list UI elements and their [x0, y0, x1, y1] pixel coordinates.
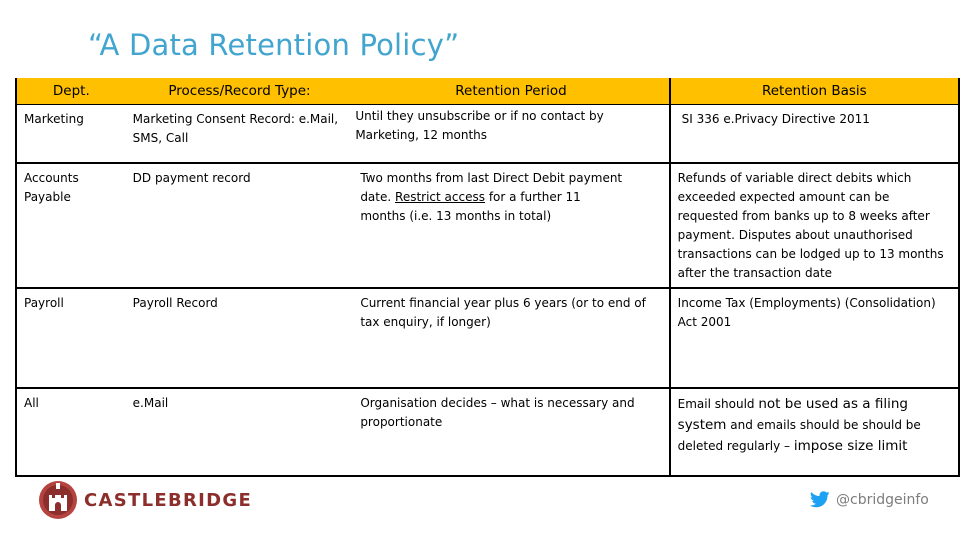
- period-text-a: Two months from last Direct Debit payment date.: [360, 171, 623, 204]
- cell-text: Marketing Consent Record: e.Mail, SMS, Call: [132, 112, 339, 145]
- basis-emphasis-2: impose size limit: [793, 438, 908, 454]
- castle-icon: [38, 480, 78, 520]
- table-header-row: [16, 78, 959, 105]
- cell-period: Current financial year plus 6 years (or to end of tax enquiry, if longer): [353, 288, 669, 388]
- page-title: “A Data Retention Policy”: [88, 28, 460, 62]
- cell-record: DD payment record: [126, 163, 354, 288]
- cell-period: Organisation decides – what is necessary and proportionate: [353, 388, 669, 476]
- header-record-type: Process/Record Type:: [126, 78, 354, 105]
- cell-dept: All: [16, 388, 126, 476]
- cell-basis: [670, 105, 959, 164]
- castlebridge-logo: [38, 480, 252, 520]
- twitter-bird-icon: [810, 491, 830, 508]
- header-retention-basis: Retention Basis: [670, 78, 959, 105]
- cell-dept: Accounts Payable: [16, 163, 126, 288]
- cell-record: e.Mail: [126, 388, 354, 476]
- cell-record: Payroll Record: [126, 288, 354, 388]
- cell-record: [126, 105, 354, 164]
- cell-dept: Payroll: [16, 288, 126, 388]
- cell-basis: [670, 388, 959, 476]
- table-row: [16, 288, 959, 388]
- table-row: [16, 163, 959, 288]
- retention-table: [15, 78, 960, 477]
- basis-text-2: and emails should be should be deleted regularly –: [677, 418, 921, 453]
- twitter-handle-block[interactable]: [810, 491, 929, 508]
- cell-text: Marketing: [24, 112, 84, 126]
- period-text-b: for a further 11 months (i.e. 13 months in total): [360, 190, 581, 223]
- cell-period: [353, 163, 669, 288]
- header-retention-period: Retention Period: [353, 78, 669, 105]
- header-dept: Dept.: [16, 78, 126, 105]
- cell-text: SI 336 e.Privacy Directive 2011: [681, 112, 870, 126]
- cell-period: [353, 105, 669, 164]
- table-row: [16, 388, 959, 476]
- logo-wordmark: CASTLEBRIDGE: [84, 489, 253, 511]
- cell-basis: Refunds of variable direct debits which exceeded expected amount can be requested from banks up to 8 weeks after payment. Disputes about unauthorised transactions can be lodged up to 13 months after the transaction date: [670, 163, 959, 288]
- cell-dept: [16, 105, 126, 164]
- restrict-access-link[interactable]: Restrict access: [395, 190, 485, 204]
- table-row: [16, 105, 959, 164]
- cell-text: Until they unsubscribe or if no contact by Marketing, 12 months: [355, 109, 604, 142]
- twitter-handle[interactable]: @cbridgeinfo: [836, 491, 929, 508]
- basis-emphasis-1: not be used as a filing system: [677, 396, 908, 433]
- cell-basis: Income Tax (Employments) (Consolidation) Act 2001: [670, 288, 959, 388]
- basis-text-1: Email should: [677, 397, 755, 411]
